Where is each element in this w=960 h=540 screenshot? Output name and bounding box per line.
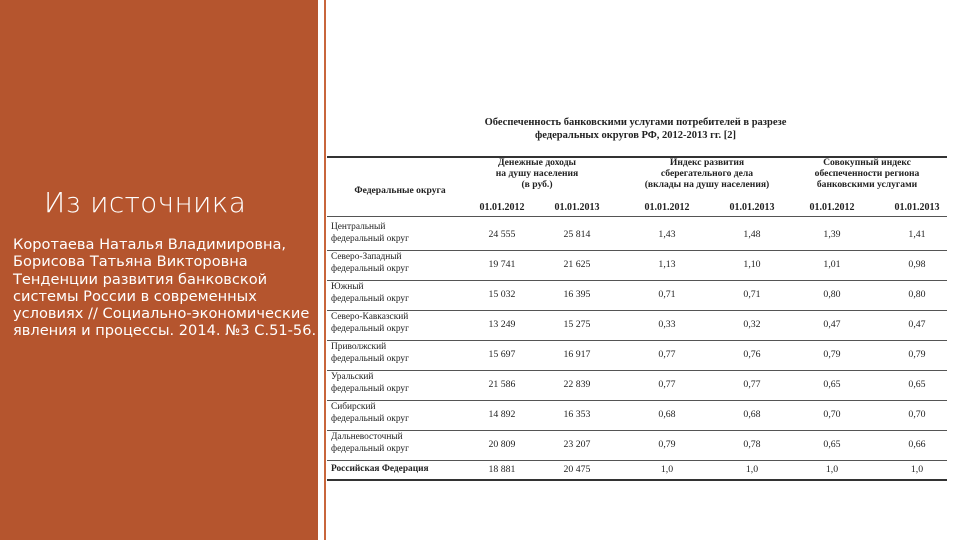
table-bottom-rule bbox=[327, 479, 947, 481]
header-line: сберегательного дела bbox=[660, 167, 754, 179]
table-cell: 0,76 bbox=[743, 349, 761, 360]
region-column-header: Федеральные округа bbox=[354, 185, 446, 196]
date-column-header: 01.01.2012 bbox=[479, 202, 525, 213]
table-cell: 21 625 bbox=[563, 259, 591, 270]
citation-line: условиях // Социально-экономические bbox=[13, 305, 310, 323]
header-line: обеспеченности региона bbox=[814, 167, 920, 179]
row-rule bbox=[327, 250, 947, 251]
region-name-line: Северо-Кавказский bbox=[331, 312, 409, 322]
table-cell: 0,33 bbox=[658, 319, 676, 330]
table-cell: 0,66 bbox=[908, 439, 926, 450]
region-name-line: федеральный округ bbox=[331, 413, 409, 424]
table-cell: 20 809 bbox=[488, 439, 516, 450]
total-cell: 1,0 bbox=[910, 464, 924, 475]
date-column-header: 01.01.2013 bbox=[894, 202, 940, 213]
header-line: на душу населения bbox=[495, 167, 579, 179]
table-cell: 1,43 bbox=[658, 229, 676, 240]
table-cell: 0,70 bbox=[908, 409, 926, 420]
table-cell: 0,77 bbox=[658, 379, 676, 390]
table-cell: 1,13 bbox=[658, 259, 676, 270]
left-panel bbox=[0, 0, 318, 540]
table-cell: 23 207 bbox=[563, 439, 591, 450]
table-cell: 0,98 bbox=[908, 259, 926, 270]
region-name-line: федеральный округ bbox=[331, 233, 409, 244]
table-cell: 0,80 bbox=[908, 289, 926, 300]
table-cell: 19 741 bbox=[488, 259, 516, 270]
table-cell: 14 892 bbox=[488, 409, 516, 420]
table-cell: 21 586 bbox=[488, 379, 516, 390]
region-name-line: Уральский bbox=[331, 372, 374, 382]
table-cell: 0,70 bbox=[823, 409, 841, 420]
region-name-line: Приволжский bbox=[331, 342, 387, 352]
savings-group-header bbox=[627, 158, 787, 190]
row-rule bbox=[327, 430, 947, 431]
table-cell: 15 032 bbox=[488, 289, 516, 300]
region-name-line: Сибирский bbox=[331, 402, 376, 412]
row-rule bbox=[327, 310, 947, 311]
region-name-line: федеральный округ bbox=[331, 383, 409, 394]
table-cell: 0,80 bbox=[823, 289, 841, 300]
date-column-header: 01.01.2012 bbox=[644, 202, 690, 213]
table-cell: 1,48 bbox=[743, 229, 761, 240]
region-name-line: Центральный bbox=[331, 222, 386, 232]
table-cell: 1,39 bbox=[823, 229, 841, 240]
table-cell: 13 249 bbox=[488, 319, 516, 330]
table-cell: 15 697 bbox=[488, 349, 516, 360]
citation-line: явления и процессы. 2014. №3 С.51-56. bbox=[13, 322, 317, 340]
table-cell: 0,79 bbox=[658, 439, 676, 450]
table-cell: 0,32 bbox=[743, 319, 761, 330]
region-name bbox=[331, 402, 409, 425]
table-cell: 25 814 bbox=[563, 229, 591, 240]
region-name bbox=[331, 312, 409, 335]
citation bbox=[13, 236, 315, 340]
region-name bbox=[331, 372, 409, 395]
region-name bbox=[331, 282, 409, 305]
region-name-line: Северо-Западный bbox=[331, 252, 402, 262]
table-cell: 1,01 bbox=[823, 259, 841, 270]
table-caption bbox=[458, 116, 813, 142]
citation-line: Коротаева Наталья Владимировна, bbox=[13, 236, 287, 253]
row-rule bbox=[327, 400, 947, 401]
table-cell: 15 275 bbox=[563, 319, 591, 330]
table-cell: 0,68 bbox=[658, 409, 676, 420]
citation-line: Борисова Татьяна Викторовна bbox=[13, 253, 248, 271]
header-line: Денежные доходы bbox=[497, 157, 577, 168]
date-column-header: 01.01.2013 bbox=[554, 202, 600, 213]
region-name-line: федеральный округ bbox=[331, 323, 409, 334]
table-cell: 0,68 bbox=[743, 409, 761, 420]
table-cell: 1,10 bbox=[743, 259, 761, 270]
table-cell: 0,71 bbox=[658, 289, 676, 300]
table-caption-line: федеральных округов РФ, 2012-2013 гг. [2] bbox=[534, 130, 737, 141]
table-cell: 16 353 bbox=[563, 409, 591, 420]
table-cell: 0,65 bbox=[823, 439, 841, 450]
row-rule bbox=[327, 370, 947, 371]
region-name bbox=[331, 252, 409, 275]
date-column-header: 01.01.2012 bbox=[809, 202, 855, 213]
header-line: (в руб.) bbox=[521, 178, 553, 190]
region-name bbox=[331, 432, 409, 455]
citation-line: Тенденции развития банковской bbox=[13, 270, 268, 288]
table-cell: 0,47 bbox=[823, 319, 841, 330]
region-name-line: федеральный округ bbox=[331, 443, 409, 454]
header-line: (вклады на душу населения) bbox=[644, 178, 770, 190]
table-cell: 16 917 bbox=[563, 349, 591, 360]
total-cell: 1,0 bbox=[825, 464, 839, 475]
table-cell: 0,65 bbox=[823, 379, 841, 390]
table-cell: 1,41 bbox=[908, 229, 926, 240]
total-cell: 1,0 bbox=[745, 464, 759, 475]
income-group-header bbox=[467, 158, 607, 190]
table-cell: 24 555 bbox=[488, 229, 516, 240]
table-cell: 16 395 bbox=[563, 289, 591, 300]
table-cell: 22 839 bbox=[563, 379, 591, 390]
region-name bbox=[331, 222, 409, 245]
date-column-header: 01.01.2013 bbox=[729, 202, 775, 213]
region-name-line: федеральный округ bbox=[331, 263, 409, 274]
region-name-line: Южный bbox=[331, 282, 364, 292]
total-cell: 20 475 bbox=[563, 464, 591, 475]
region-name bbox=[331, 342, 409, 365]
header-line: Совокупный индекс bbox=[823, 157, 911, 168]
total-cell: 18 881 bbox=[488, 464, 516, 475]
region-name-line: федеральный округ bbox=[331, 293, 409, 304]
region-name-line: федеральный округ bbox=[331, 353, 409, 364]
row-rule bbox=[327, 280, 947, 281]
header-line: банковскими услугами bbox=[816, 178, 918, 190]
row-rule bbox=[327, 460, 947, 461]
table-cell: 0,77 bbox=[743, 379, 761, 390]
source-table-image bbox=[322, 112, 950, 487]
slide-title: Из источника bbox=[44, 186, 247, 219]
table-cell: 0,77 bbox=[658, 349, 676, 360]
header-rule bbox=[327, 216, 947, 217]
table-cell: 0,79 bbox=[908, 349, 926, 360]
header-line: Индекс развития bbox=[669, 157, 745, 168]
total-cell: 1,0 bbox=[660, 464, 674, 475]
table-cell: 0,71 bbox=[743, 289, 761, 300]
table-cell: 0,79 bbox=[823, 349, 841, 360]
table-cell: 0,65 bbox=[908, 379, 926, 390]
region-name-line: Дальневосточный bbox=[331, 432, 403, 442]
total-row-name: Российская Федерация bbox=[331, 464, 429, 474]
table-cell: 0,47 bbox=[908, 319, 926, 330]
table-caption-line: Обеспеченность банковскими услугами потребителей в разрезе bbox=[484, 117, 787, 128]
citation-line: системы России в современных bbox=[13, 287, 257, 305]
row-rule bbox=[327, 340, 947, 341]
table-cell: 0,78 bbox=[743, 439, 761, 450]
banking-index-group-header bbox=[787, 158, 947, 190]
